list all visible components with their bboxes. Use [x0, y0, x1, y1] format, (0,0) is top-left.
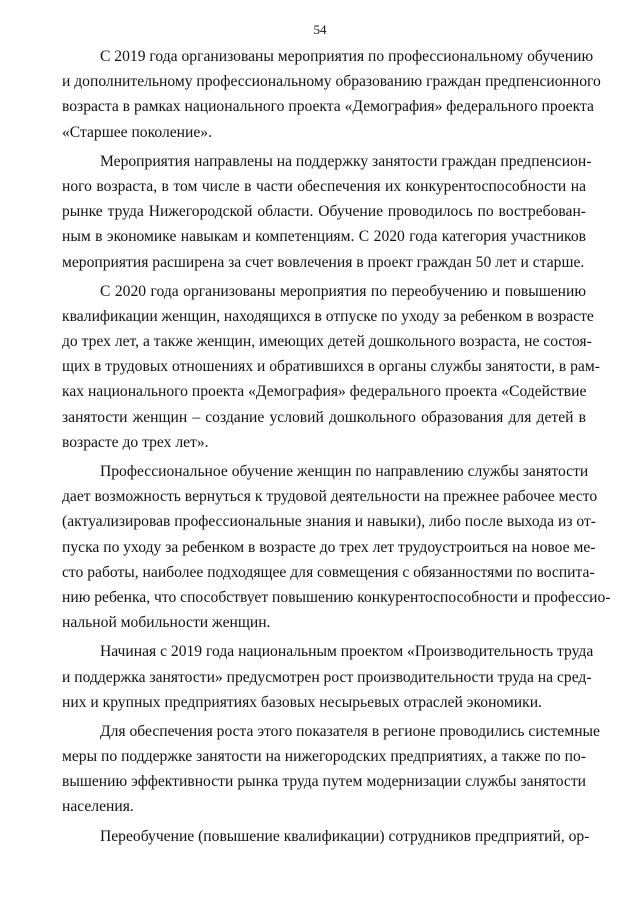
- paragraph: [62, 719, 600, 820]
- text-line: рынке труда Нижегородской области. Обучение проводилось по востребован-: [62, 203, 586, 221]
- text-line: нальной мобильности женщин.: [62, 614, 271, 632]
- text-line: Для обеспечения роста этого показателя в регионе проводились системные: [100, 722, 600, 740]
- text-line: Профессиональное обучение женщин по направлению службы занятости: [100, 463, 589, 480]
- text-line: до трех лет, а также женщин, имеющих детей дошкольного возраста, не состоя-: [62, 333, 592, 351]
- paragraph: [62, 459, 611, 635]
- text-line: С 2020 года организованы мероприятия по переобучению и повышению: [100, 282, 586, 300]
- text-line: и поддержка занятости» предусмотрен рост производительности труда на сред-: [62, 668, 592, 686]
- text-line: вышению эффективности рынка труда путем модернизации службы занятости: [62, 773, 586, 791]
- paragraph: [62, 149, 592, 275]
- text-line: «Старшее поколение».: [62, 123, 212, 141]
- text-line: возраста в рамках национального проекта «Демография» федерального проекта: [62, 98, 594, 116]
- text-line: занятости женщин – создание условий дошкольного образования для детей в: [62, 408, 586, 426]
- text-line: С 2019 года организованы мероприятия по профессиональному обучению: [100, 48, 594, 65]
- text-line: ного возраста, в том числе в части обеспечения их конкурентоспособности на: [62, 177, 586, 195]
- text-line: них и крупных предприятиях базовых несырьевых отраслей экономики.: [62, 693, 542, 711]
- text-line: и дополнительному профессиональному образованию граждан предпенсионного: [62, 73, 601, 91]
- text-line: Начиная с 2019 года национальным проектом «Производительность труда: [100, 643, 594, 661]
- paragraph: [62, 44, 601, 145]
- text-line: щих в трудовых отношениях и обратившихся в органы службы занятости, в рам-: [62, 358, 600, 376]
- text-line: квалификации женщин, находящихся в отпуске по уходу за ребенком в возрасте: [62, 307, 594, 325]
- paragraph: [62, 279, 600, 455]
- paragraph: [62, 639, 594, 715]
- text-line: ках национального проекта «Демография» федерального проекта «Содействие: [62, 383, 587, 401]
- text-line: мероприятия расширена за счет вовлечения в проект граждан 50 лет и старше.: [62, 253, 585, 271]
- text-line: (актуализировав профессиональные знания и навыки), либо после выхода из от-: [62, 513, 596, 531]
- text-line: нию ребенка, что способствует повышению конкурентоспособности и профессио-: [62, 588, 611, 606]
- document-body: [62, 44, 611, 853]
- text-line: дает возможность вернуться к трудовой деятельности на прежнее рабочее место: [62, 488, 598, 506]
- text-line: возрасте до трех лет».: [62, 433, 209, 451]
- text-line: меры по поддержке занятости на нижегородских предприятиях, а также по по-: [62, 748, 586, 766]
- text-line: Переобучение (повышение квалификации) сотрудников предприятий, ор-: [100, 827, 590, 845]
- page-number: 54: [313, 22, 327, 37]
- text-line: ным в экономике навыкам и компетенциям. С 2020 года категория участников: [62, 228, 586, 246]
- paragraph: [62, 824, 590, 849]
- text-line: пуска по уходу за ребенком в возрасте до трех лет трудоустроиться на новое ме-: [62, 538, 596, 556]
- text-line: населения.: [62, 798, 134, 816]
- text-line: сто работы, наиболее подходящее для совмещения с обязанностями по воспита-: [62, 563, 595, 581]
- text-line: Мероприятия направлены на поддержку занятости граждан предпенсион-: [100, 152, 592, 170]
